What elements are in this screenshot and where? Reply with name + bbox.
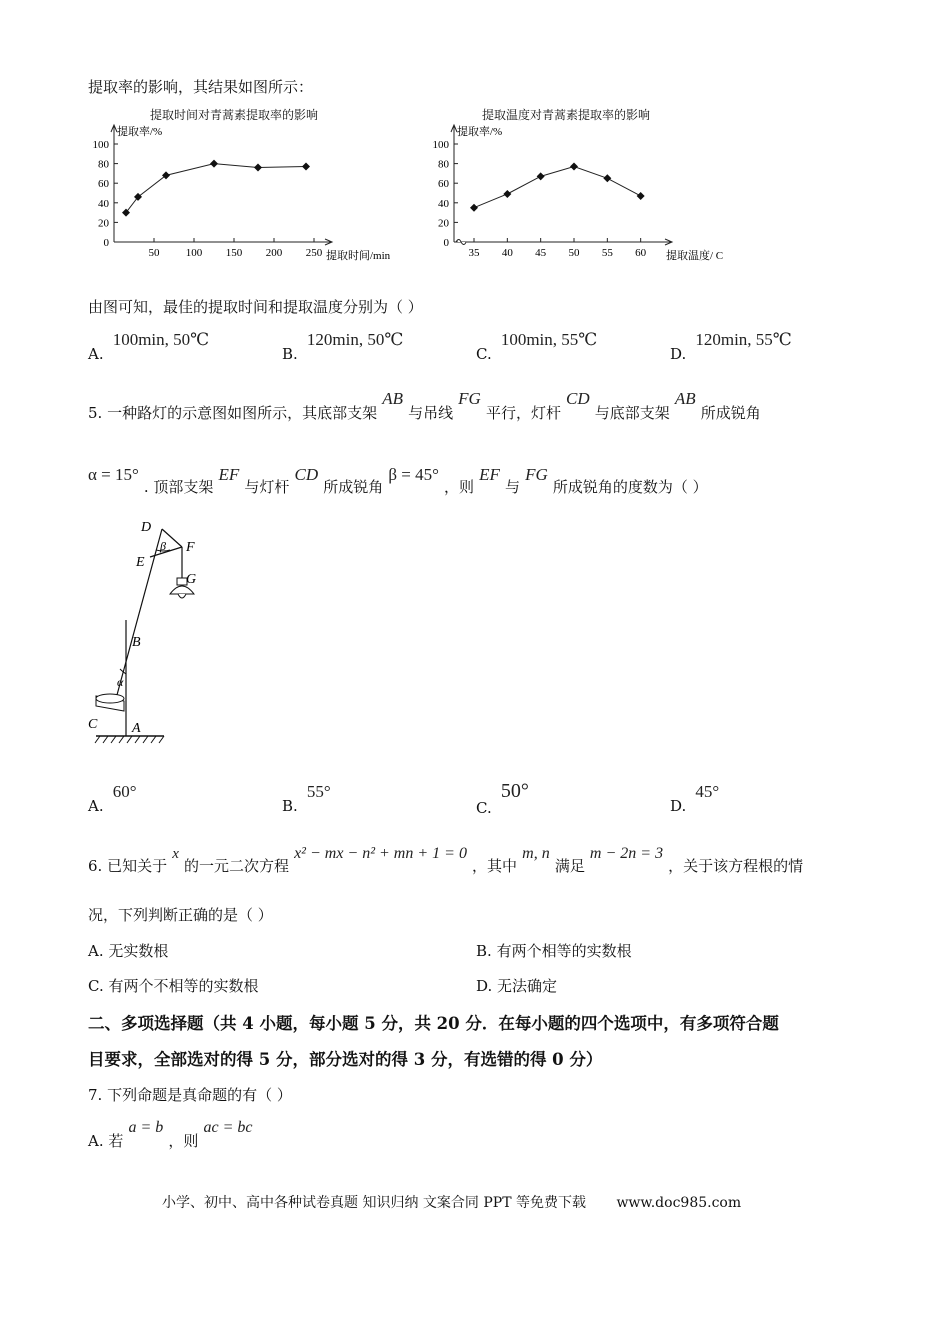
intro-text: 提取率的影响，其结果如图所示：	[88, 78, 314, 96]
series-line	[474, 167, 641, 208]
y-tick-label: 40	[438, 197, 449, 210]
q6-text-5: ，关于该方程根的情	[668, 857, 804, 875]
q4-option-c-label: C.	[476, 345, 492, 363]
q6-math-mn: m, n	[522, 845, 550, 862]
q6-math-x: x	[172, 846, 179, 862]
y-tick-label: 80	[438, 158, 449, 171]
x-axis-label: 提取时间/min	[326, 250, 391, 262]
q6-math-condition: m − 2n = 3	[589, 845, 664, 862]
x-tick-label: 40	[501, 247, 513, 259]
x-tick-label: 45	[535, 247, 547, 259]
q5-option-c-label: C.	[476, 799, 492, 817]
q5-math-fg: FG	[458, 389, 481, 408]
q6-line1	[88, 842, 804, 875]
y-tick-label: 100	[92, 139, 109, 151]
label-c: C	[88, 717, 98, 732]
q6-option-a-text: 无实数根	[108, 942, 169, 960]
q7-math-a-eq-b: a = b	[128, 1119, 164, 1136]
q5-text-7: 与灯杆	[244, 478, 290, 496]
y-tick-label: 40	[98, 197, 109, 210]
label-e: E	[136, 555, 145, 570]
data-point	[210, 160, 218, 168]
q5-text-1: 5. 一种路灯的示意图如图所示，其底部支架	[88, 404, 378, 422]
series-line	[126, 164, 306, 213]
y-axis-label: 提取率/%	[457, 126, 503, 138]
y-tick-label: 20	[98, 217, 109, 230]
q5-option-a-label: A.	[88, 797, 104, 815]
q6-option-c-label: C.	[88, 977, 104, 995]
y-tick-label: 20	[438, 217, 449, 230]
q5-text-5: 所成锐角	[700, 404, 761, 422]
q5-option-d	[670, 782, 720, 815]
q6-option-b-label: B.	[476, 942, 492, 960]
q5-math-ab: AB	[382, 389, 403, 408]
q4-option-d	[670, 330, 792, 363]
x-tick-label: 55	[601, 247, 613, 259]
label-f: F	[186, 540, 195, 555]
q6-option-d	[476, 975, 557, 996]
x-tick-label: 150	[225, 247, 243, 259]
data-point	[302, 163, 310, 171]
data-point	[134, 193, 142, 201]
x-tick-label: 250	[305, 247, 323, 259]
q5-text-9: ，则	[443, 478, 474, 496]
q5-option-b-label: B.	[282, 797, 298, 815]
q4-option-c	[476, 330, 598, 363]
q5-math-ab2: AB	[674, 389, 696, 408]
q4-option-c-text: 100min, 55℃	[500, 330, 598, 349]
label-beta: β	[160, 539, 166, 553]
q4-option-b	[282, 330, 404, 363]
x-tick-label: 35	[468, 247, 480, 259]
data-point	[162, 171, 170, 179]
y-tick-label: 100	[432, 139, 449, 151]
q4-option-d-label: D.	[670, 345, 687, 363]
q6-option-c	[88, 975, 259, 996]
q5-line2	[88, 464, 708, 496]
x-tick-label: 50	[568, 247, 580, 259]
data-point	[637, 192, 645, 200]
q5-text-4: 与底部支架	[594, 404, 670, 422]
q5-line1	[88, 388, 761, 422]
section2-heading-line2: 目要求，全部选对的得 5 分，部分选对的得 3 分，有选错的得 0 分）	[88, 1050, 603, 1069]
q7-option-a	[88, 1116, 253, 1150]
q4-option-a-label: A.	[88, 345, 104, 363]
q6-option-a	[88, 940, 168, 961]
chart1-svg	[84, 122, 414, 268]
data-point	[254, 164, 262, 172]
data-point	[470, 204, 478, 212]
q5-option-a-text: 60°	[112, 782, 137, 801]
q6-option-c-text: 有两个不相等的实数根	[108, 977, 259, 995]
q6-option-b-text: 有两个相等的实数根	[496, 942, 632, 960]
label-g: G	[186, 572, 197, 587]
q6-line2: 况，下列判断正确的是（ ）	[88, 906, 273, 924]
q4-option-b-label: B.	[282, 345, 298, 363]
y-tick-label: 60	[438, 178, 449, 191]
label-d: D	[141, 520, 152, 535]
y-tick-label: 0	[103, 237, 109, 249]
data-point	[503, 190, 511, 198]
label-a: A	[132, 721, 141, 736]
q4-option-a-text: 100min, 50℃	[112, 330, 210, 349]
data-point	[603, 174, 611, 182]
q5-math-fg2: FG	[525, 465, 548, 484]
q5-option-c-text: 50°	[500, 780, 529, 802]
chart2-title: 提取温度对青蒿素提取率的影响	[482, 108, 651, 122]
x-tick-label: 60	[635, 247, 647, 259]
q5-option-d-label: D.	[670, 797, 687, 815]
q5-option-c	[476, 780, 529, 817]
q5-math-alpha: α = 15°	[88, 465, 139, 484]
chart2-svg	[424, 122, 754, 268]
q6-option-b	[476, 940, 632, 961]
streetlamp-figure	[84, 514, 214, 750]
q5-math-ef2: EF	[479, 465, 500, 484]
x-tick-label: 100	[185, 247, 203, 259]
label-alpha: α	[117, 675, 124, 689]
q5-option-b-text: 55°	[306, 782, 331, 801]
x-tick-label: 50	[148, 247, 160, 259]
x-tick-label: 200	[265, 247, 283, 259]
q5-option-b	[282, 782, 331, 815]
y-tick-label: 80	[98, 158, 109, 171]
q7-option-a-label: A. 若	[88, 1132, 124, 1150]
q5-text-8: 所成锐角	[323, 478, 384, 496]
x-axis-label: 提取温度/ C	[666, 250, 724, 262]
q5-math-ef: EF	[218, 465, 240, 484]
q5-math-cd2: CD	[294, 465, 319, 484]
q6-text-4: 满足	[554, 857, 585, 875]
q6-option-d-label: D.	[476, 977, 493, 995]
q4-stem: 由图可知，最佳的提取时间和提取温度分别为（ ）	[88, 298, 423, 316]
footer-url[interactable]: www.doc985.com	[616, 1195, 742, 1211]
chart1-title: 提取时间对青蒿素提取率的影响	[150, 108, 319, 122]
y-tick-label: 60	[98, 178, 109, 191]
q7-text-then: ，则	[168, 1132, 199, 1150]
q6-math-equation: x² − mx − n² + mn + 1 = 0	[294, 845, 467, 862]
q5-text-10: 与	[504, 478, 520, 496]
section2-heading-line1: 二、多项选择题（共 4 小题，每小题 5 分，共 20 分．在每小题的四个选项中，有多项符合题	[88, 1014, 779, 1033]
y-axis-label: 提取率/%	[117, 126, 163, 138]
q5-text-6: . 顶部支架	[143, 478, 214, 496]
q5-option-d-text: 45°	[695, 782, 720, 801]
q4-option-a	[88, 330, 210, 363]
q5-text-3: 平行，灯杆	[485, 404, 561, 422]
q6-option-a-label: A.	[88, 942, 104, 960]
q4-option-d-text: 120min, 55℃	[695, 330, 792, 349]
footer-text: 小学、初中、高中各种试卷真题 知识归纳 文案合同 PPT 等免费下载	[162, 1195, 586, 1211]
q6-text-2: 的一元二次方程	[183, 857, 289, 875]
y-tick-label: 0	[443, 237, 449, 249]
footer	[162, 1192, 741, 1212]
q5-math-beta: β = 45°	[388, 465, 439, 484]
q7-math-ac-eq-bc: ac = bc	[203, 1119, 253, 1136]
q6-option-d-text: 无法确定	[497, 977, 558, 995]
q6-text-3: ，其中	[472, 857, 518, 875]
q4-option-b-text: 120min, 50℃	[306, 330, 404, 349]
label-b: B	[132, 635, 141, 650]
q6-text-1: 6. 已知关于	[88, 857, 168, 875]
q5-text-11: 所成锐角的度数为（ ）	[552, 478, 708, 496]
q5-option-a	[88, 782, 137, 815]
data-point	[122, 209, 130, 217]
data-point	[537, 172, 545, 180]
data-point	[570, 163, 578, 171]
q7-stem: 7. 下列命题是真命题的有（ ）	[88, 1086, 292, 1104]
q5-text-2: 与吊线	[408, 404, 454, 422]
q5-math-cd: CD	[566, 389, 590, 408]
